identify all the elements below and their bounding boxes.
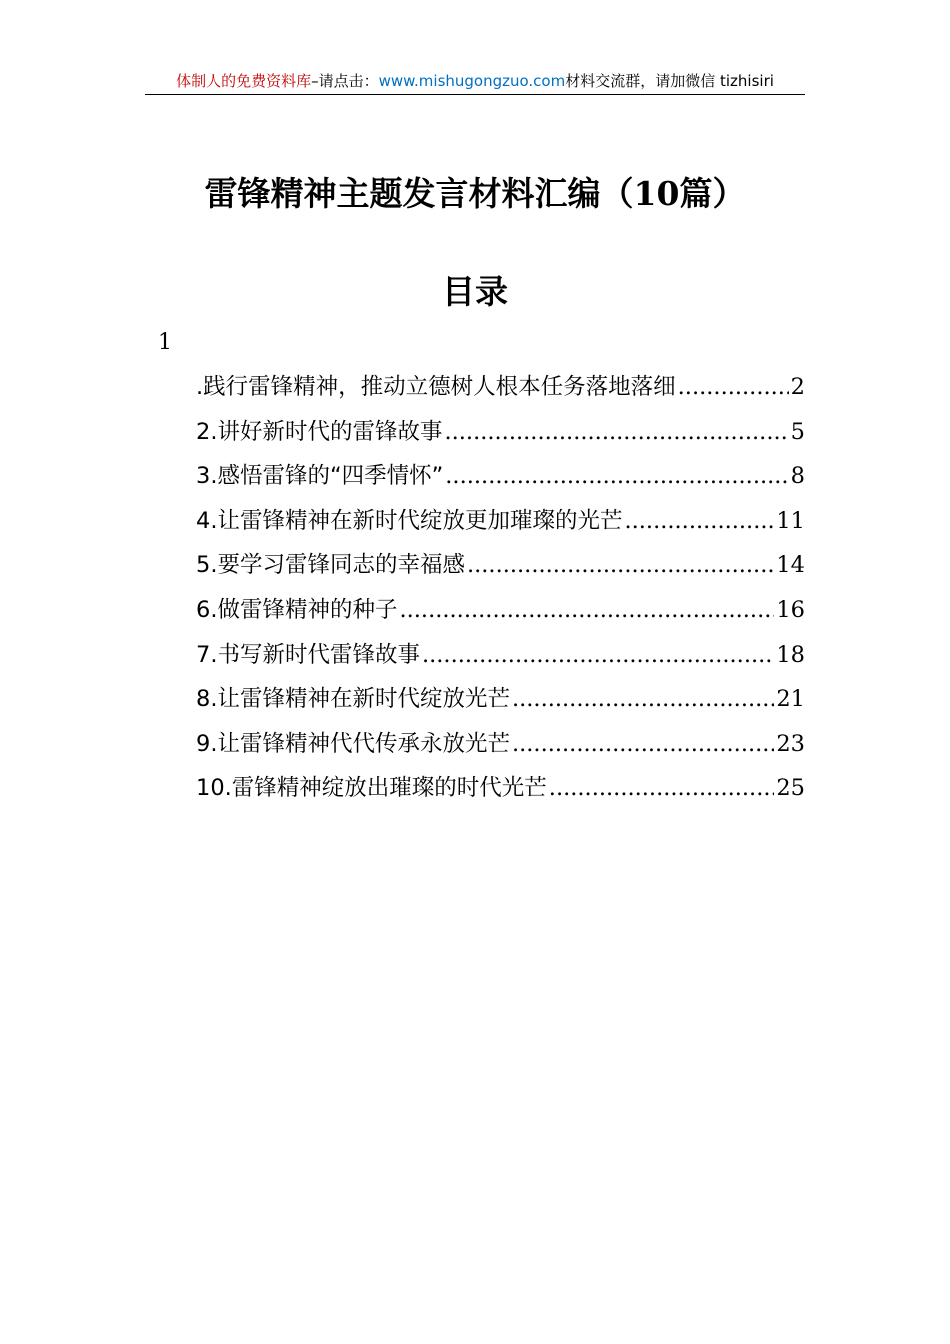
toc-entry-title: 10.雷锋精神绽放出璀璨的时代光芒 bbox=[196, 775, 547, 802]
toc-leader-dots bbox=[467, 543, 774, 588]
toc-entry-title: 7.书写新时代雷锋故事 bbox=[196, 641, 420, 668]
toc-entry[interactable] bbox=[196, 722, 805, 767]
toc-entry[interactable] bbox=[196, 588, 805, 633]
toc-entry-title: 3.感悟雷锋的“四季情怀” bbox=[196, 463, 444, 490]
toc-entry[interactable] bbox=[196, 633, 805, 678]
toc-entry-page: 11 bbox=[776, 507, 805, 534]
header-url-link[interactable]: www.mishugongzuo.com bbox=[378, 72, 566, 90]
page-header bbox=[145, 68, 805, 95]
toc-heading: 目录 bbox=[442, 272, 508, 311]
toc-leader-dots bbox=[624, 499, 774, 544]
toc-leader-dots bbox=[512, 677, 774, 722]
toc-entry-title: 2.讲好新时代的雷锋故事 bbox=[196, 418, 443, 445]
toc-entry-page: 16 bbox=[776, 596, 805, 623]
toc-leader-dots bbox=[444, 410, 788, 455]
toc-leader-dots bbox=[422, 633, 774, 678]
toc-entry-page: 5 bbox=[790, 418, 805, 445]
toc-entry[interactable] bbox=[196, 543, 805, 588]
header-contact: 材料交流群，请加微信 tizhisiri bbox=[565, 72, 774, 90]
toc-entry[interactable] bbox=[196, 410, 805, 455]
toc-leader-dots bbox=[512, 722, 774, 767]
toc-entry-title: 4.让雷锋精神在新时代绽放更加璀璨的光芒 bbox=[196, 507, 623, 534]
toc-entry-title: 8.让雷锋精神在新时代绽放光芒 bbox=[196, 686, 510, 713]
document-title: 雷锋精神主题发言材料汇编（10篇） bbox=[204, 174, 746, 213]
toc-leader-dots bbox=[445, 454, 788, 499]
toc-entry[interactable] bbox=[196, 365, 805, 410]
toc-entry-page: 23 bbox=[776, 730, 805, 757]
toc-entry[interactable] bbox=[196, 766, 805, 811]
toc-leader-dots bbox=[399, 588, 774, 633]
header-brand: 体制人的免费资料库 bbox=[176, 72, 312, 90]
header-prompt: –请点击： bbox=[311, 72, 379, 90]
toc-entry-page: 2 bbox=[790, 374, 805, 400]
toc-entry[interactable] bbox=[196, 499, 805, 544]
toc-entry[interactable] bbox=[196, 454, 805, 499]
table-of-contents bbox=[196, 365, 805, 811]
toc-entry-title: 9.让雷锋精神代代传承永放光芒 bbox=[196, 730, 510, 757]
toc-leader-dots bbox=[549, 766, 775, 811]
toc-entry-page: 25 bbox=[776, 775, 805, 802]
toc-entry-page: 8 bbox=[790, 463, 805, 490]
toc-entry-title: .践行雷锋精神，推动立德树人根本任务落地落细 bbox=[196, 374, 676, 400]
toc-entry-title: 5.要学习雷锋同志的幸福感 bbox=[196, 552, 465, 579]
toc-entry[interactable] bbox=[196, 677, 805, 722]
toc-entry-page: 18 bbox=[776, 641, 805, 668]
toc-entry-title: 6.做雷锋精神的种子 bbox=[196, 596, 398, 623]
toc-page-marker: 1 bbox=[158, 330, 172, 355]
toc-entry-page: 14 bbox=[776, 552, 805, 579]
toc-leader-dots bbox=[678, 365, 789, 410]
toc-entry-page: 21 bbox=[776, 686, 805, 713]
